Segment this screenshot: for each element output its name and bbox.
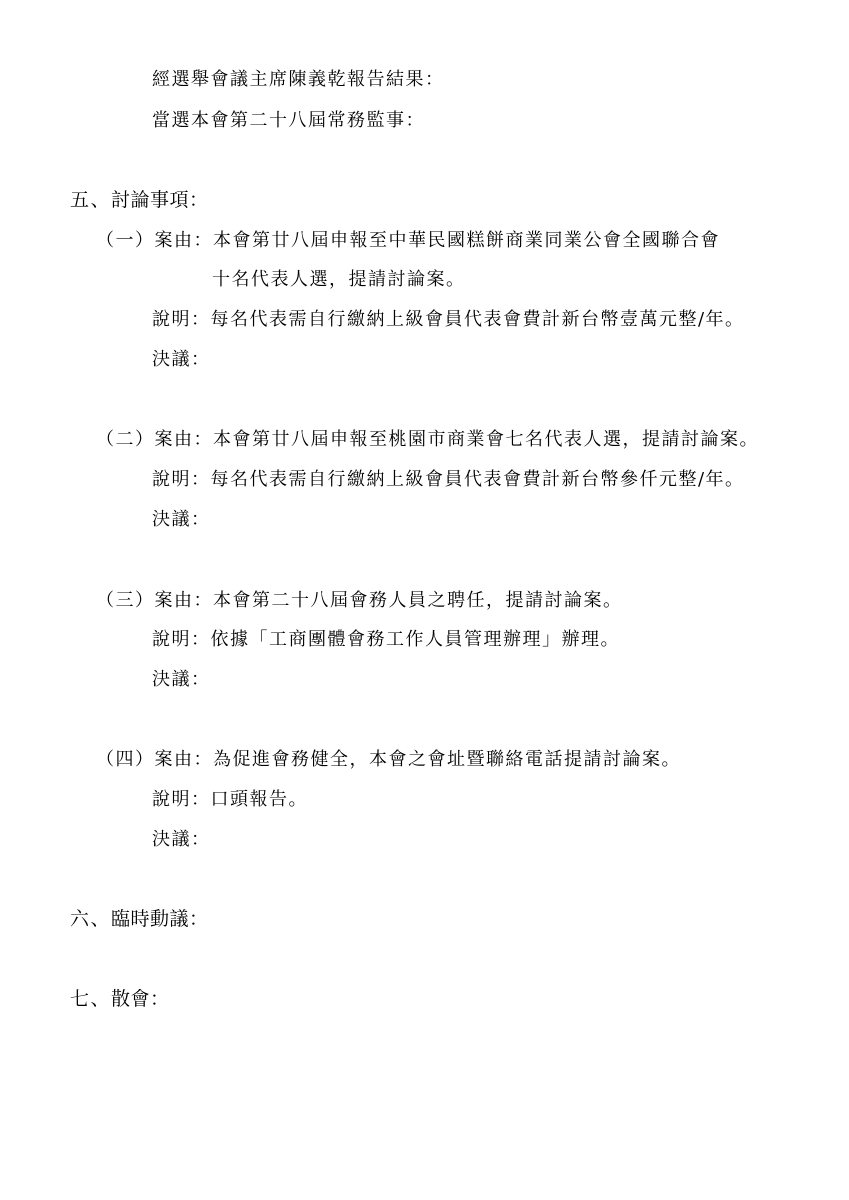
description-text: 口頭報告。 — [210, 789, 308, 810]
description-label: 說明： — [152, 469, 211, 490]
discussion-item-1-description — [152, 309, 745, 331]
item-index: （一） — [96, 230, 155, 251]
discussion-item-4-resolution: 決議： — [152, 829, 211, 850]
case-text: 本會第二十八屆會務人員之聘任，提請討論案。 — [213, 590, 623, 611]
section-separator: 、 — [90, 988, 111, 1010]
description-text: 每名代表需自行繳納上級會員代表會費計新台幣壹萬元整/年。 — [210, 309, 745, 330]
description-label: 說明： — [152, 309, 211, 330]
section-heading-discussion — [70, 189, 209, 211]
discussion-item-3-description — [152, 629, 620, 651]
discussion-item-1-case-continued: 十名代表人選，提請討論案。 — [212, 269, 466, 290]
discussion-item-1-case — [96, 230, 720, 252]
section-title: 討論事項： — [111, 189, 209, 211]
discussion-item-4-description — [152, 789, 308, 811]
case-text: 本會第廿八屆申報至中華民國糕餅商業同業公會全國聯合會 — [213, 230, 720, 251]
case-label: 案由： — [154, 429, 213, 450]
discussion-item-2-resolution: 決議： — [152, 509, 211, 530]
case-text: 本會第廿八屆申報至桃園市商業會七名代表人選，提請討論案。 — [213, 429, 759, 450]
discussion-item-1-resolution: 決議： — [152, 349, 211, 370]
section-title: 散會： — [111, 988, 170, 1010]
section-heading-extempore-motions — [70, 908, 209, 930]
item-index: （四） — [96, 749, 155, 770]
section-separator: 、 — [90, 189, 111, 211]
election-result-line: 經選舉會議主席陳義乾報告結果： — [152, 69, 445, 90]
section-separator: 、 — [90, 908, 111, 930]
item-index: （二） — [96, 429, 155, 450]
description-label: 說明： — [152, 629, 211, 650]
section-heading-adjournment — [70, 988, 170, 1010]
case-label: 案由： — [154, 590, 213, 611]
item-index: （三） — [96, 590, 155, 611]
discussion-item-3-resolution: 決議： — [152, 669, 211, 690]
case-label: 案由： — [154, 749, 213, 770]
description-label: 說明： — [152, 789, 211, 810]
discussion-item-4-case — [96, 749, 681, 771]
case-label: 案由： — [154, 230, 213, 251]
case-text: 為促進會務健全，本會之會址暨聯絡電話提請討論案。 — [213, 749, 681, 770]
description-text: 依據「工商團體會務工作人員管理辦理」辦理。 — [210, 629, 620, 650]
section-number: 七 — [70, 988, 90, 1010]
elected-supervisor-line: 當選本會第二十八屆常務監事： — [152, 110, 425, 131]
discussion-item-2-case — [96, 429, 759, 451]
discussion-item-2-description — [152, 469, 745, 491]
section-number: 五 — [70, 189, 90, 211]
discussion-item-3-case — [96, 590, 623, 612]
description-text: 每名代表需自行繳納上級會員代表會費計新台幣參仟元整/年。 — [210, 469, 745, 490]
section-title: 臨時動議： — [111, 908, 209, 930]
section-number: 六 — [70, 908, 90, 930]
